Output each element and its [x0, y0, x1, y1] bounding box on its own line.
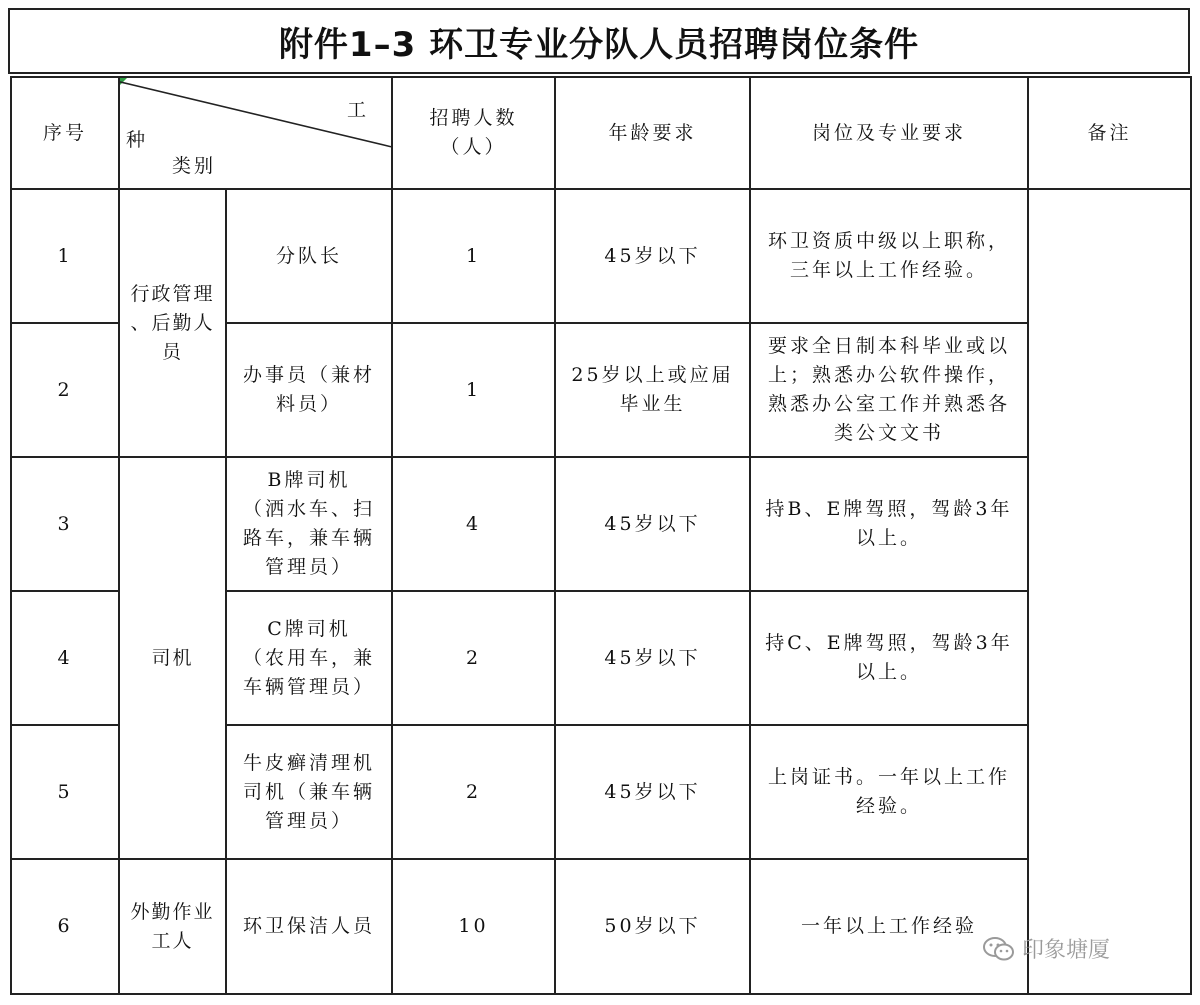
position-line: （农用车，兼	[242, 646, 375, 669]
row-index: 2	[11, 323, 119, 457]
group-line: 司机	[151, 646, 194, 669]
note-cell	[1028, 189, 1191, 994]
position-line: 环卫保洁人员	[242, 915, 375, 937]
row-requirements	[750, 457, 1028, 591]
row-position	[226, 457, 392, 591]
req-line: 熟悉办公室工作并熟悉各	[767, 393, 1010, 415]
group-line: 行政管理	[130, 282, 215, 305]
header-count	[392, 77, 555, 189]
req-line: 经验。	[855, 795, 922, 817]
row-index: 4	[11, 591, 119, 725]
position-line: （洒水车、扫	[242, 498, 375, 520]
group-line: 工人	[151, 929, 194, 952]
age-line: 45岁以下	[604, 780, 701, 803]
age-line: 25岁以上或应届	[571, 364, 734, 386]
row-requirements	[750, 725, 1028, 859]
row-requirements	[750, 859, 1028, 994]
row-requirements	[750, 591, 1028, 725]
req-line: 持C、E牌驾照，驾龄3年	[765, 632, 1013, 654]
position-line: 司机（兼车辆	[242, 780, 375, 803]
group-line: 员	[161, 340, 183, 363]
age-line: 50岁以下	[604, 915, 701, 937]
watermark-text: 印象塘厦	[1022, 938, 1111, 963]
row-requirements	[750, 323, 1028, 457]
req-line: 以上。	[855, 527, 922, 549]
group-driver	[119, 457, 226, 859]
header-count-line: 招聘人数	[429, 107, 518, 129]
row-age	[555, 859, 750, 994]
header-diagonal-cell	[119, 77, 392, 189]
position-line: 车辆管理员）	[242, 675, 375, 698]
table-row	[11, 457, 1191, 591]
header-index: 序号	[11, 77, 119, 189]
position-line: 路车，兼车辆	[242, 527, 375, 549]
position-line: 管理员）	[264, 556, 353, 578]
recruitment-table	[10, 76, 1192, 995]
header-requirements: 岗位及专业要求	[750, 77, 1028, 189]
row-count: 10	[392, 859, 555, 994]
req-line: 要求全日制本科毕业或以	[767, 335, 1010, 357]
position-line: 牛皮癣清理机	[242, 751, 375, 774]
table-row	[11, 859, 1191, 994]
row-age	[555, 189, 750, 323]
req-line: 一年以上工作经验	[800, 915, 977, 937]
group-line: 、后勤人	[130, 311, 215, 334]
req-line: 上；熟悉办公软件操作，	[767, 364, 1010, 386]
age-line: 45岁以下	[604, 646, 701, 669]
position-line: C牌司机	[267, 617, 351, 640]
row-age	[555, 591, 750, 725]
age-line: 45岁以下	[604, 512, 701, 535]
req-line: 环卫资质中级以上职称，	[767, 230, 1010, 252]
row-requirements	[750, 189, 1028, 323]
watermark	[982, 933, 1110, 964]
position-line: 管理员）	[264, 809, 353, 832]
row-position	[226, 323, 392, 457]
row-age	[555, 457, 750, 591]
row-count: 2	[392, 591, 555, 725]
row-position	[226, 591, 392, 725]
header-diag-bottom: 类别	[172, 155, 217, 177]
row-index: 3	[11, 457, 119, 591]
title-box	[8, 8, 1190, 74]
header-age: 年龄要求	[555, 77, 750, 189]
req-line: 三年以上工作经验。	[789, 259, 988, 281]
row-position	[226, 859, 392, 994]
req-line: 类公文文书	[833, 422, 944, 444]
row-position	[226, 189, 392, 323]
age-line: 45岁以下	[604, 244, 701, 267]
position-line: 办事员（兼材	[242, 364, 375, 386]
row-index: 6	[11, 859, 119, 994]
row-count: 4	[392, 457, 555, 591]
document-title: 附件1–3 环卫专业分队人员招聘岗位条件	[278, 24, 920, 65]
header-diag-mid: 种	[126, 129, 149, 151]
table-row	[11, 189, 1191, 323]
position-line: B牌司机	[267, 469, 351, 491]
group-line: 外勤作业	[130, 900, 215, 923]
age-line: 毕业生	[619, 393, 686, 415]
req-line: 持B、E牌驾照，驾龄3年	[765, 498, 1013, 520]
row-index: 1	[11, 189, 119, 323]
row-age	[555, 323, 750, 457]
header-note: 备注	[1028, 77, 1191, 189]
row-count: 1	[392, 189, 555, 323]
header-diag-top: 工	[346, 99, 369, 121]
group-field-worker	[119, 859, 226, 994]
group-admin	[119, 189, 226, 457]
row-age	[555, 725, 750, 859]
req-line: 上岗证书。一年以上工作	[767, 766, 1010, 788]
header-row	[11, 77, 1191, 189]
position-line: 料员）	[275, 393, 342, 415]
row-position	[226, 725, 392, 859]
wechat-icon	[982, 935, 1016, 963]
row-count: 1	[392, 323, 555, 457]
header-count-line: （人）	[440, 136, 507, 158]
diagonal-line	[120, 78, 391, 188]
row-index: 5	[11, 725, 119, 859]
row-count: 2	[392, 725, 555, 859]
req-line: 以上。	[855, 661, 922, 683]
position-line: 分队长	[275, 244, 342, 267]
